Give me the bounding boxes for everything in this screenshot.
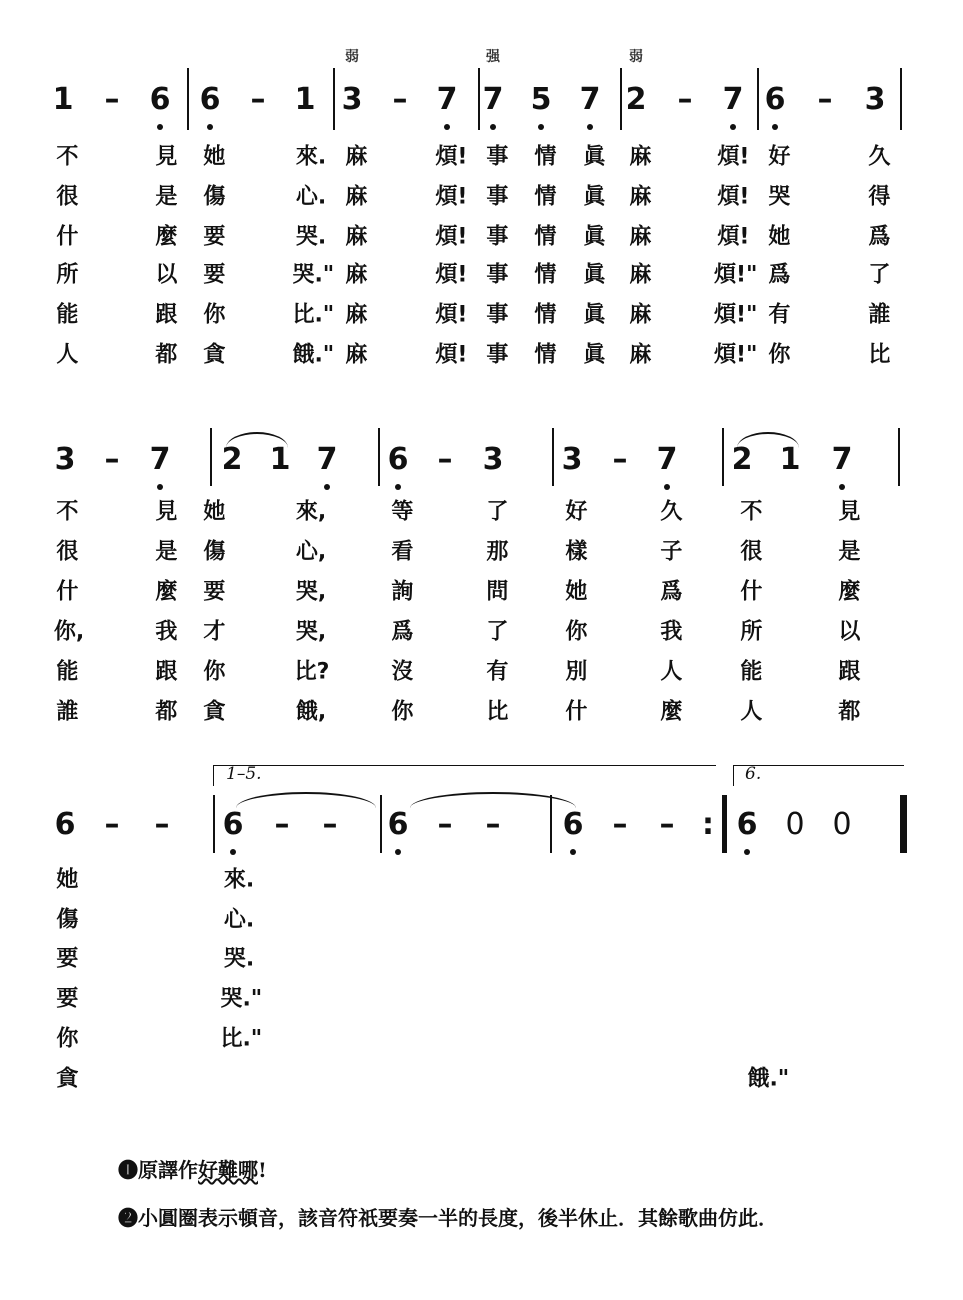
- lyric-syllable: 我: [155, 619, 178, 645]
- slur: [236, 792, 376, 808]
- lyric-syllable: 麻: [345, 262, 368, 288]
- lyric-syllable: 了: [486, 619, 509, 645]
- barline: [210, 428, 212, 486]
- lyric-syllable: 哭.": [292, 262, 335, 288]
- barline: [898, 428, 900, 486]
- lyric-syllable: 以: [155, 262, 178, 288]
- barline: [213, 795, 215, 853]
- note: 7: [436, 82, 458, 117]
- lyric-syllable: 麼: [155, 579, 178, 605]
- lyric-syllable: 她: [203, 144, 226, 170]
- dash-extension: –: [659, 807, 675, 842]
- lyric-syllable: 人: [740, 699, 763, 725]
- lyric-syllable: 傷: [56, 907, 79, 933]
- lyric-syllable: 麻: [345, 224, 368, 250]
- dynamic-strong: 强: [486, 49, 500, 65]
- lyric-syllable: 麻: [629, 302, 652, 328]
- lyric-syllable: 麻: [345, 302, 368, 328]
- barline: [378, 428, 380, 486]
- lyric-syllable: 麻: [629, 262, 652, 288]
- lyric-syllable: 不: [56, 499, 79, 525]
- lyric-syllable: 事: [486, 302, 509, 328]
- low-octave-dot: [570, 849, 576, 855]
- note: 2: [625, 82, 647, 117]
- final-barline: [900, 795, 907, 853]
- lyric-syllable: 問: [486, 579, 509, 605]
- dash-extension: –: [612, 807, 628, 842]
- note: 7: [831, 442, 853, 477]
- lyric-syllable: 來.: [295, 144, 327, 170]
- dash-extension: –: [104, 807, 120, 842]
- note: 5: [530, 82, 552, 117]
- lyric-syllable: 煩!: [717, 184, 750, 210]
- dash-extension: –: [392, 82, 408, 117]
- lyric-syllable: 煩!: [717, 224, 750, 250]
- lyric-syllable: 要: [203, 579, 226, 605]
- lyric-syllable: 眞: [583, 302, 606, 328]
- note: 6: [149, 82, 171, 117]
- lyric-syllable: 誰: [56, 699, 79, 725]
- barline: [478, 68, 480, 130]
- lyric-syllable: 人: [56, 342, 79, 368]
- lyric-syllable: 情: [534, 224, 557, 250]
- dash-extension: –: [104, 82, 120, 117]
- low-octave-dot: [538, 124, 544, 130]
- lyric-syllable: 哭.: [223, 946, 255, 972]
- note: 7: [482, 82, 504, 117]
- lyric-syllable: 你: [768, 342, 791, 368]
- footnote-text: 原譯作: [138, 1158, 198, 1182]
- lyric-syllable: 了: [486, 499, 509, 525]
- lyric-syllable: 什: [565, 699, 588, 725]
- lyric-syllable: 很: [56, 539, 79, 565]
- note: 1: [52, 82, 74, 117]
- lyric-syllable: 能: [740, 659, 763, 685]
- lyric-syllable: 不: [740, 499, 763, 525]
- lyric-syllable: 情: [534, 302, 557, 328]
- lyric-syllable: 麻: [629, 342, 652, 368]
- lyric-syllable: 煩!": [713, 302, 758, 328]
- low-octave-dot: [395, 849, 401, 855]
- lyric-syllable: 好: [565, 499, 588, 525]
- lyric-syllable: 煩!": [713, 342, 758, 368]
- note: 6: [387, 442, 409, 477]
- lyric-syllable: 眞: [583, 342, 606, 368]
- lyric-syllable: 情: [534, 262, 557, 288]
- lyric-syllable: 跟: [838, 659, 861, 685]
- lyric-syllable: 那: [486, 539, 509, 565]
- lyric-syllable: 她: [56, 867, 79, 893]
- barline: [552, 428, 554, 486]
- lyric-syllable: 好: [768, 144, 791, 170]
- barline: [722, 428, 724, 486]
- note: 7: [579, 82, 601, 117]
- lyric-syllable: 麻: [345, 184, 368, 210]
- lyric-syllable: 事: [486, 262, 509, 288]
- lyric-syllable: 爲: [660, 579, 683, 605]
- low-octave-dot: [490, 124, 496, 130]
- note: 0: [832, 807, 852, 842]
- lyric-syllable: 都: [155, 699, 178, 725]
- lyric-syllable: 是: [838, 539, 861, 565]
- note: 3: [341, 82, 363, 117]
- dynamic-weak: 弱: [345, 49, 359, 65]
- low-octave-dot: [444, 124, 450, 130]
- footnote-wavy-text: 好難哪: [198, 1158, 258, 1182]
- lyric-syllable: 餓.": [747, 1066, 790, 1092]
- lyric-syllable: 要: [56, 946, 79, 972]
- lyric-syllable: 貪: [203, 699, 226, 725]
- dash-extension: –: [677, 82, 693, 117]
- footnote-marker: ❶: [118, 1158, 138, 1182]
- barline: [620, 68, 622, 130]
- lyric-syllable: 跟: [155, 302, 178, 328]
- lyric-syllable: 煩!: [435, 144, 468, 170]
- lyric-syllable: 所: [740, 619, 763, 645]
- lyric-syllable: 要: [56, 986, 79, 1012]
- note: 3: [54, 442, 76, 477]
- lyric-syllable: 爲: [391, 619, 414, 645]
- low-octave-dot: [157, 484, 163, 490]
- lyric-syllable: 煩!: [435, 302, 468, 328]
- dash-extension: –: [437, 807, 453, 842]
- lyric-syllable: 哭,: [295, 619, 327, 645]
- lyric-syllable: 久: [660, 499, 683, 525]
- lyric-syllable: 人: [660, 659, 683, 685]
- lyric-syllable: 哭: [768, 184, 791, 210]
- lyric-syllable: 比.": [220, 1026, 263, 1052]
- lyric-syllable: 你: [203, 659, 226, 685]
- lyric-syllable: 別: [565, 659, 588, 685]
- dash-extension: –: [274, 807, 290, 842]
- lyric-syllable: 要: [203, 224, 226, 250]
- lyric-syllable: 她: [565, 579, 588, 605]
- lyric-syllable: 哭.: [295, 224, 327, 250]
- lyric-syllable: 眞: [583, 262, 606, 288]
- lyric-syllable: 所: [56, 262, 79, 288]
- lyric-syllable: 煩!: [435, 262, 468, 288]
- low-octave-dot: [772, 124, 778, 130]
- note: 1: [294, 82, 316, 117]
- lyric-syllable: 煩!: [435, 184, 468, 210]
- lyric-syllable: 有: [486, 659, 509, 685]
- repeat-barline: [722, 795, 727, 853]
- barline: [333, 68, 335, 130]
- dash-extension: –: [322, 807, 338, 842]
- dynamic-weak: 弱: [629, 49, 643, 65]
- lyric-syllable: 我: [660, 619, 683, 645]
- lyric-syllable: 跟: [155, 659, 178, 685]
- lyric-syllable: 眞: [583, 224, 606, 250]
- lyric-syllable: 情: [534, 144, 557, 170]
- note: 6: [54, 807, 76, 842]
- lyric-syllable: 比.": [292, 302, 335, 328]
- lyric-syllable: 哭,: [295, 579, 327, 605]
- lyric-syllable: 煩!: [435, 342, 468, 368]
- lyric-syllable: 哭.": [220, 986, 263, 1012]
- lyric-syllable: 久: [868, 144, 891, 170]
- dash-extension: –: [104, 442, 120, 477]
- barline: [550, 795, 552, 853]
- lyric-syllable: 麻: [345, 144, 368, 170]
- lyric-syllable: 煩!: [435, 224, 468, 250]
- dash-extension: –: [154, 807, 170, 842]
- lyric-syllable: 貪: [203, 342, 226, 368]
- lyric-syllable: 是: [155, 184, 178, 210]
- lyric-syllable: 都: [155, 342, 178, 368]
- low-octave-dot: [664, 484, 670, 490]
- lyric-syllable: 什: [56, 224, 79, 250]
- lyric-syllable: 比: [868, 342, 891, 368]
- lyric-syllable: 傷: [203, 184, 226, 210]
- lyric-syllable: 很: [56, 184, 79, 210]
- lyric-syllable: 事: [486, 342, 509, 368]
- low-octave-dot: [839, 484, 845, 490]
- lyric-syllable: 麼: [155, 224, 178, 250]
- low-octave-dot: [744, 849, 750, 855]
- lyric-syllable: 你: [391, 699, 414, 725]
- note: 7: [316, 442, 338, 477]
- lyric-syllable: 不: [56, 144, 79, 170]
- low-octave-dot: [324, 484, 330, 490]
- lyric-syllable: 等: [391, 499, 414, 525]
- lyric-syllable: 你: [56, 1026, 79, 1052]
- lyric-syllable: 要: [203, 262, 226, 288]
- low-octave-dot: [587, 124, 593, 130]
- lyric-syllable: 你: [565, 619, 588, 645]
- lyric-syllable: 情: [534, 342, 557, 368]
- repeat-sign: :: [702, 807, 714, 842]
- note: 1: [269, 442, 291, 477]
- lyric-syllable: 都: [838, 699, 861, 725]
- lyric-syllable: 你,: [53, 619, 85, 645]
- lyric-syllable: 比?: [294, 659, 330, 685]
- note: 7: [149, 442, 171, 477]
- lyric-syllable: 餓,: [295, 699, 327, 725]
- note: 1: [779, 442, 801, 477]
- note: 7: [656, 442, 678, 477]
- note: 6: [222, 807, 244, 842]
- lyric-syllable: 傷: [203, 539, 226, 565]
- lyric-syllable: 麼: [660, 699, 683, 725]
- note: 0: [785, 807, 805, 842]
- footnote-2: ❷小圓圈表示頓音，該音符祇要奏一半的長度，後半休止．其餘歌曲仿此．: [118, 1206, 778, 1230]
- lyric-syllable: 爲: [768, 262, 791, 288]
- lyric-syllable: 爲: [868, 224, 891, 250]
- lyric-syllable: 心.: [223, 907, 255, 933]
- lyric-syllable: 比: [486, 699, 509, 725]
- lyric-syllable: 有: [768, 302, 791, 328]
- volta-label-1: 1–5.: [226, 764, 262, 784]
- lyric-syllable: 餓.": [292, 342, 335, 368]
- lyric-syllable: 心.: [295, 184, 327, 210]
- lyric-syllable: 是: [155, 539, 178, 565]
- lyric-syllable: 能: [56, 659, 79, 685]
- footnote-1: [118, 1154, 267, 1183]
- barline: [900, 68, 902, 130]
- volta-label-2: 6.: [745, 764, 762, 784]
- lyric-syllable: 麻: [629, 144, 652, 170]
- note: 6: [387, 807, 409, 842]
- lyric-syllable: 能: [56, 302, 79, 328]
- low-octave-dot: [730, 124, 736, 130]
- lyric-syllable: 事: [486, 224, 509, 250]
- lyric-syllable: 很: [740, 539, 763, 565]
- volta-bracket-1: [213, 765, 716, 786]
- lyric-syllable: 了: [868, 262, 891, 288]
- low-octave-dot: [207, 124, 213, 130]
- lyric-syllable: 貪: [56, 1066, 79, 1092]
- lyric-syllable: 事: [486, 144, 509, 170]
- note: 3: [561, 442, 583, 477]
- lyric-syllable: 情: [534, 184, 557, 210]
- note: 6: [199, 82, 221, 117]
- lyric-syllable: 子: [660, 539, 683, 565]
- lyric-syllable: 來.: [223, 867, 255, 893]
- lyric-syllable: 煩!": [713, 262, 758, 288]
- lyric-syllable: 麻: [629, 184, 652, 210]
- lyric-syllable: 得: [868, 184, 891, 210]
- note: 2: [221, 442, 243, 477]
- note: 6: [736, 807, 758, 842]
- footnote-text: !: [258, 1158, 267, 1182]
- lyric-syllable: 誰: [868, 302, 891, 328]
- dash-extension: –: [612, 442, 628, 477]
- lyric-syllable: 眞: [583, 184, 606, 210]
- barline: [757, 68, 759, 130]
- dash-extension: –: [485, 807, 501, 842]
- lyric-syllable: 心,: [295, 539, 327, 565]
- lyric-syllable: 來,: [295, 499, 327, 525]
- dash-extension: –: [437, 442, 453, 477]
- lyric-syllable: 事: [486, 184, 509, 210]
- lyric-syllable: 麻: [345, 342, 368, 368]
- lyric-syllable: 詢: [391, 579, 414, 605]
- lyric-syllable: 見: [155, 144, 178, 170]
- note: 2: [731, 442, 753, 477]
- lyric-syllable: 看: [391, 539, 414, 565]
- low-octave-dot: [230, 849, 236, 855]
- note: 6: [764, 82, 786, 117]
- lyric-syllable: 麼: [838, 579, 861, 605]
- barline: [380, 795, 382, 853]
- lyric-syllable: 什: [740, 579, 763, 605]
- lyric-syllable: 煩!: [717, 144, 750, 170]
- lyric-syllable: 她: [768, 224, 791, 250]
- note: 3: [482, 442, 504, 477]
- note: 3: [864, 82, 886, 117]
- dash-extension: –: [817, 82, 833, 117]
- low-octave-dot: [395, 484, 401, 490]
- lyric-syllable: 你: [203, 302, 226, 328]
- lyric-syllable: 她: [203, 499, 226, 525]
- note: 6: [562, 807, 584, 842]
- lyric-syllable: 以: [838, 619, 861, 645]
- barline: [187, 68, 189, 130]
- lyric-syllable: 樣: [565, 539, 588, 565]
- lyric-syllable: 才: [203, 619, 226, 645]
- lyric-syllable: 見: [155, 499, 178, 525]
- note: 7: [722, 82, 744, 117]
- lyric-syllable: 見: [838, 499, 861, 525]
- lyric-syllable: 眞: [583, 144, 606, 170]
- low-octave-dot: [157, 124, 163, 130]
- lyric-syllable: 什: [56, 579, 79, 605]
- lyric-syllable: 沒: [391, 659, 414, 685]
- lyric-syllable: 麻: [629, 224, 652, 250]
- dash-extension: –: [250, 82, 266, 117]
